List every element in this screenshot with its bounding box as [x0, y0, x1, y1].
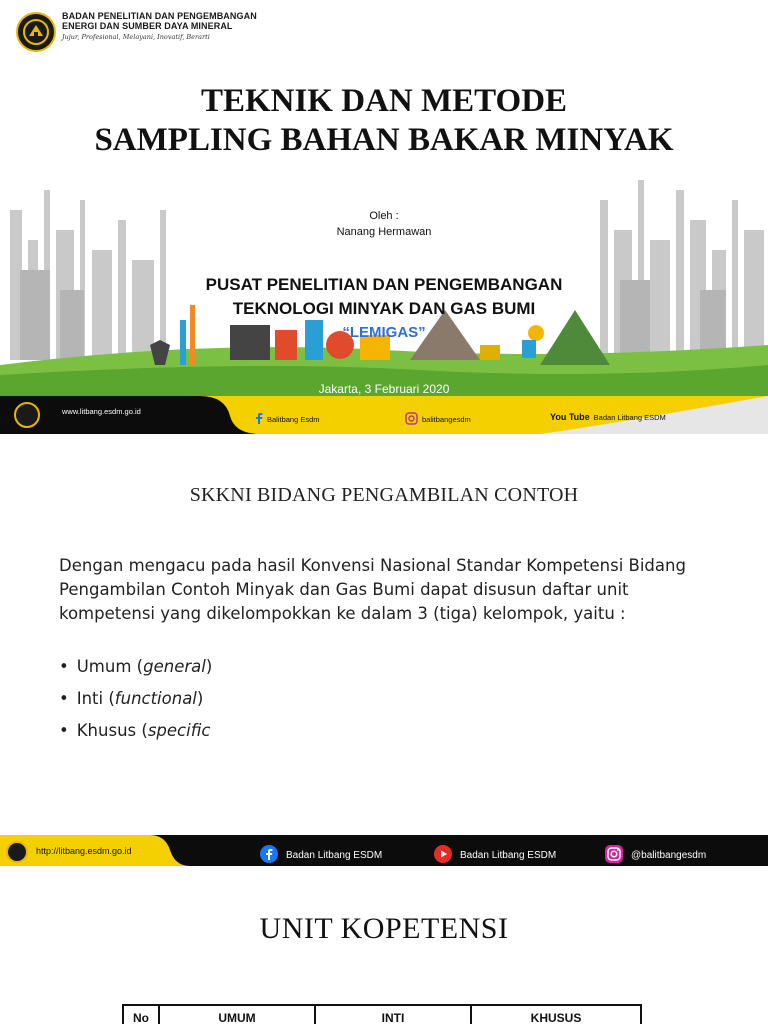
youtube-logo-text: You Tube	[550, 412, 590, 422]
footer-youtube[interactable]	[434, 845, 556, 866]
author-name: Nanang Hermawan	[336, 226, 432, 238]
competency-group-list	[59, 655, 212, 751]
header-inti: INTI	[315, 1005, 471, 1024]
footer-instagram[interactable]	[605, 845, 706, 866]
youtube-icon	[434, 845, 452, 866]
instagram-icon	[605, 845, 623, 866]
slide-title: SKKNI BIDANG PENGAMBILAN CONTOH	[189, 484, 579, 506]
header-no: No	[123, 1005, 159, 1024]
title-line1: TEKNIK DAN METODE	[200, 83, 568, 119]
facebook-icon	[255, 412, 263, 426]
list-item: • Umum (general)	[59, 655, 212, 687]
org-motto: Jujur, Profesional, Melayani, Inovatif, Berarti	[62, 32, 210, 41]
instagram-icon	[405, 412, 418, 427]
footer-emblem-icon	[14, 402, 40, 428]
title-slide	[0, 0, 768, 434]
facebook-icon	[260, 845, 278, 866]
author-block	[0, 208, 768, 240]
footer-facebook[interactable]	[260, 845, 382, 866]
list-item: • Inti (functional)	[59, 687, 212, 719]
list-item: • Khusus (specific	[59, 719, 212, 751]
center-line2: TEKNOLOGI MINYAK DAN GAS BUMI	[232, 299, 536, 318]
slide-title: UNIT KOPETENSI	[259, 912, 509, 945]
research-center-name	[0, 273, 768, 345]
footer-globe-icon	[6, 841, 28, 863]
presentation-title	[0, 82, 768, 160]
skkni-slide	[0, 434, 768, 866]
instagram-label: @balitbangesdm	[631, 850, 707, 861]
org-name-line2: ENERGI DAN SUMBER DAYA MINERAL	[62, 20, 233, 31]
footer-website-link[interactable]: www.litbang.esdm.go.id	[62, 407, 141, 416]
presentation-date: Jakarta, 3 Februari 2020	[318, 382, 450, 396]
youtube-label: Badan Litbang ESDM	[593, 412, 666, 422]
esdm-emblem-icon	[16, 12, 56, 52]
header-umum: UMUM	[159, 1005, 315, 1024]
footer-youtube[interactable]	[550, 412, 666, 422]
youtube-icon	[550, 412, 590, 422]
unit-competency-slide	[0, 866, 768, 1024]
org-name-line1: BADAN PENELITIAN DAN PENGEMBANGAN	[62, 11, 257, 21]
competency-table	[122, 1004, 642, 1024]
facebook-label: Balitbang Esdm	[267, 414, 320, 424]
youtube-label: Badan Litbang ESDM	[460, 850, 557, 861]
title-line2: SAMPLING BAHAN BAKAR MINYAK	[94, 122, 674, 158]
center-line1: PUSAT PENELITIAN DAN PENGEMBANGAN	[205, 275, 563, 294]
center-nickname: “LEMIGAS”	[342, 324, 426, 341]
by-label: Oleh :	[369, 210, 399, 222]
organization-logo-block	[16, 12, 257, 52]
instagram-label: balitbangesdm	[422, 415, 471, 424]
footer-facebook[interactable]	[255, 412, 320, 426]
facebook-label: Badan Litbang ESDM	[286, 850, 383, 861]
header-khusus: KHUSUS	[471, 1005, 641, 1024]
footer-website-link[interactable]: http://litbang.esdm.go.id	[36, 846, 132, 856]
intro-paragraph: Dengan mengacu pada hasil Konvensi Nasional Standar Kompetensi Bidang Pengambilan Contoh Minyak dan Gas Bumi dapat disusun daftar unit kompetensi yang dikelompokkan ke dalam 3 (tiga) kelompok, yaitu :	[59, 556, 686, 623]
footer-instagram[interactable]	[405, 412, 471, 427]
table-header-row	[123, 1005, 641, 1024]
